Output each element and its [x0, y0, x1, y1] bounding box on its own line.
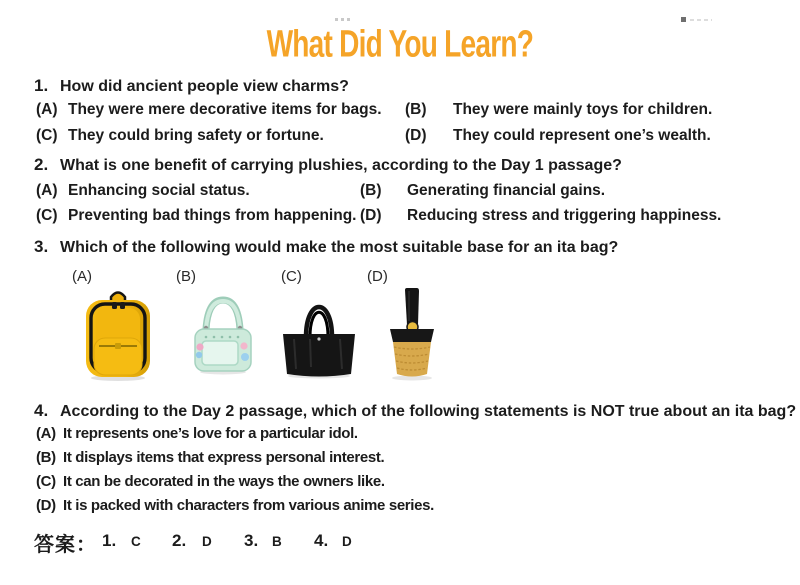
mint-ita-bag-image: [193, 293, 253, 375]
question-2-option-d: [360, 207, 721, 225]
answer-2-letter: D: [202, 534, 212, 549]
bag-label-c: (C): [281, 268, 302, 285]
question-2-option-c: [36, 207, 356, 225]
option-text: It displays items that express personal interest.: [63, 449, 385, 466]
option-letter: (D): [36, 497, 56, 514]
option-letter: (B): [405, 101, 427, 118]
bag-label-b: (B): [176, 268, 196, 285]
answer-1-number: 1.: [102, 531, 117, 550]
question-4-option-a: [36, 425, 358, 442]
option-letter: (C): [36, 473, 56, 490]
option-letter: (D): [405, 127, 427, 144]
option-text: They were mere decorative items for bags.: [68, 101, 382, 118]
page-title-text: What Did You Learn?: [266, 22, 534, 66]
question-3: [34, 237, 618, 257]
option-letter: (B): [360, 182, 382, 199]
option-text: Enhancing social status.: [68, 182, 250, 199]
option-letter: (C): [36, 207, 58, 224]
question-2: [34, 155, 622, 175]
question-1-option-b: [405, 101, 712, 119]
option-text: It is packed with characters from various anime series.: [63, 497, 434, 514]
option-letter: (C): [36, 127, 58, 144]
option-text: They could represent one’s wealth.: [453, 127, 711, 144]
question-4-option-b: [36, 449, 384, 466]
question-1: [34, 76, 349, 96]
question-1-text: How did ancient people view charms?: [60, 78, 349, 95]
question-4-option-c: [36, 473, 385, 490]
question-4-option-d: [36, 497, 434, 514]
option-letter: (A): [36, 425, 56, 442]
question-2-number: 2.: [34, 155, 49, 174]
print-artifact-left: [335, 18, 351, 21]
answer-3-letter: B: [272, 534, 282, 549]
page-title: [0, 22, 800, 64]
option-text: Preventing bad things from happening.: [68, 207, 357, 224]
print-artifact-right-dash: [690, 19, 712, 21]
black-tote-bag-image: [280, 289, 358, 379]
option-letter: (A): [36, 182, 58, 199]
question-4-number: 4.: [34, 401, 49, 420]
answer-4-number: 4.: [314, 531, 329, 550]
question-1-option-a: [36, 101, 382, 119]
bag-label-a: (A): [72, 268, 92, 285]
question-1-number: 1.: [34, 76, 49, 95]
question-2-text: What is one benefit of carrying plushies, according to the Day 1 passage?: [60, 157, 622, 174]
option-text: Reducing stress and triggering happiness.: [407, 207, 722, 224]
option-text: It represents one’s love for a particular idol.: [63, 425, 358, 442]
option-text: Generating financial gains.: [407, 182, 606, 199]
question-2-option-b: [360, 182, 605, 200]
option-letter: (D): [360, 207, 382, 224]
question-4: [34, 401, 796, 421]
option-text: They were mainly toys for children.: [453, 101, 713, 118]
answer-key-prefix: 答案：: [34, 534, 97, 556]
straw-bucket-bag-image: [386, 287, 438, 381]
question-1-option-c: [36, 127, 324, 145]
answer-1-letter: C: [131, 534, 141, 549]
question-3-number: 3.: [34, 237, 49, 256]
option-text: They could bring safety or fortune.: [68, 127, 324, 144]
question-2-option-a: [36, 182, 250, 200]
question-1-option-d: [405, 127, 711, 145]
yellow-backpack-image: [84, 286, 152, 382]
option-text: It can be decorated in the ways the owners like.: [63, 473, 385, 490]
answer-4-letter: D: [342, 534, 352, 549]
question-4-text: According to the Day 2 passage, which of the following statements is NOT true about an ita bag?: [60, 403, 797, 420]
bag-label-d: (D): [367, 268, 388, 285]
question-3-text: Which of the following would make the most suitable base for an ita bag?: [60, 239, 619, 256]
answer-2-number: 2.: [172, 531, 187, 550]
option-letter: (B): [36, 449, 56, 466]
option-letter: (A): [36, 101, 58, 118]
answer-3-number: 3.: [244, 531, 259, 550]
